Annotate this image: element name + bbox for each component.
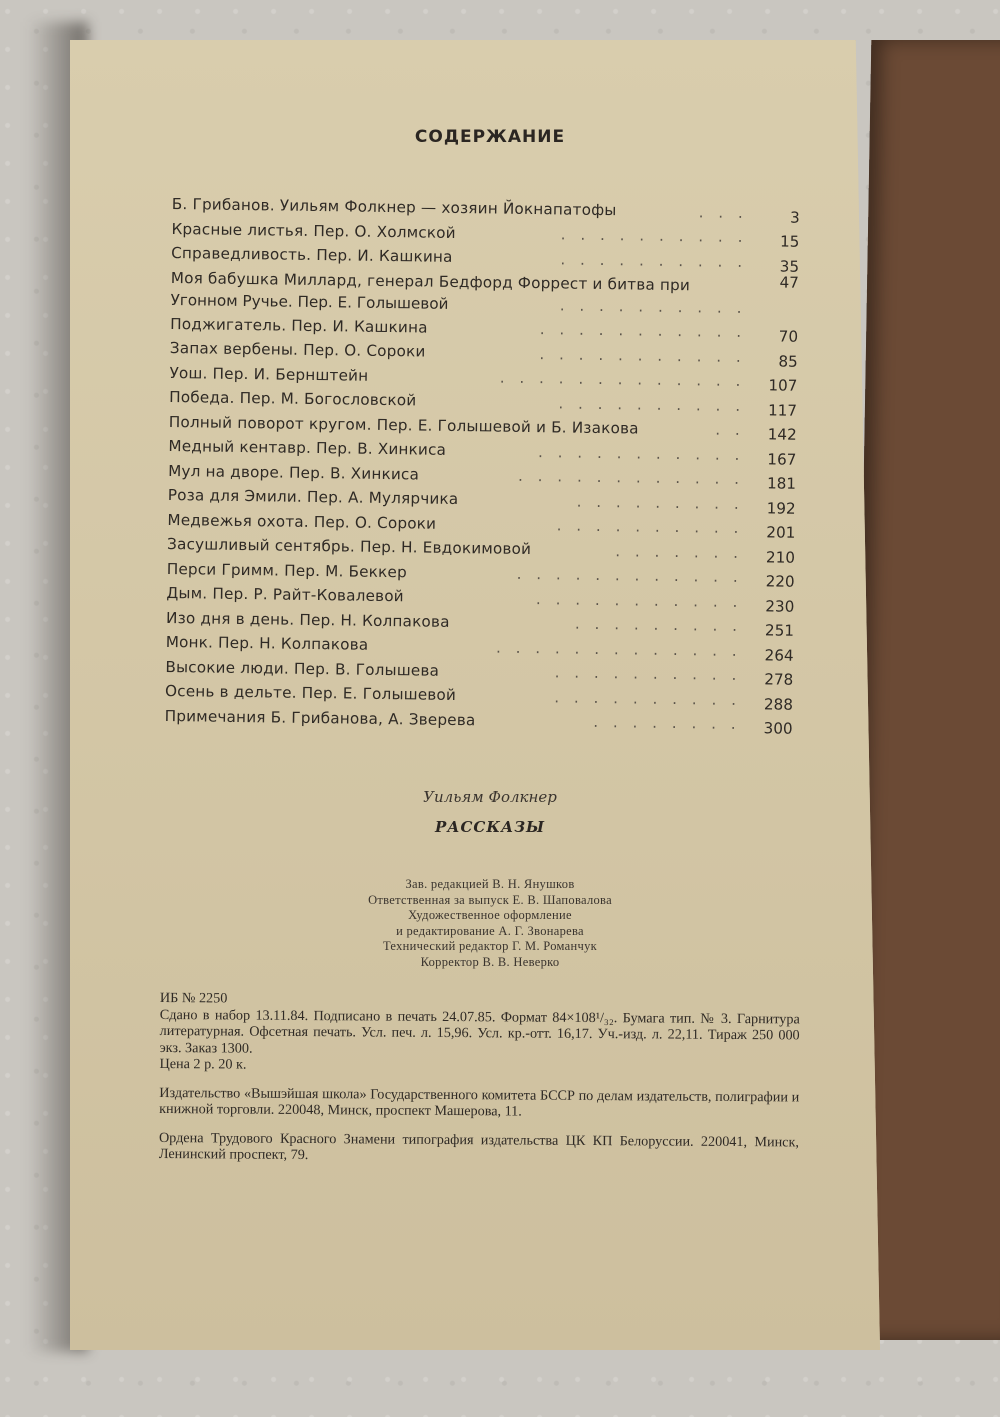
imprint-block — [159, 990, 800, 1179]
toc-entry-title-continued: Угонном Ручье. Пер. Е. Голышевой — [170, 290, 449, 313]
toc-entry-title: Изо дня в день. Пер. Н. Колпакова — [165, 608, 450, 631]
toc-leader-dots: . . . . . . . . . — [574, 614, 743, 636]
toc-entry-title: Справедливость. Пер. И. Кашкина — [171, 243, 453, 266]
toc-entry-title: Высокие люди. Пер. В. Голышева — [165, 657, 440, 680]
toc-leader-dots: . . . . . . . . . . . . . — [495, 638, 742, 660]
toc-entry-page: 288 — [763, 694, 794, 714]
toc-entry-title: Полный поворот кругом. Пер. Е. Голышевой и Б. Изакова — [168, 412, 639, 438]
imprint-publisher: Издательство «Вышэйшая школа» Государственного комитета БССР по делам издательств, полиграфии и книжной торговли. 220048, Минск, проспект Машерова, 11. — [159, 1084, 800, 1120]
toc-entry-title: Засушливый сентябрь. Пер. Н. Евдокимовой — [167, 534, 532, 559]
toc-entry-title: Монк. Пер. Н. Колпакова — [165, 632, 369, 654]
toc-leader-dots: . . . . . . . . . . — [560, 225, 748, 247]
toc-leader-dots: . . . . . . . . . . — [558, 393, 746, 415]
toc-entry-title: Красные листья. Пер. О. Холмской — [171, 219, 456, 242]
table-of-contents — [165, 195, 800, 740]
toc-leader-dots: . . — [715, 420, 745, 440]
toc-entry-title: Перси Гримм. Пер. М. Беккер — [166, 559, 407, 581]
toc-entry-title: Примечания Б. Грибанова, А. Зверева — [164, 706, 476, 729]
toc-leader-dots: . . . — [698, 202, 748, 222]
toc-entry-title: Уош. Пер. И. Бернштейн — [169, 363, 369, 385]
toc-entry-title: Победа. Пер. М. Богословской — [169, 387, 417, 410]
toc-entry-page: 192 — [766, 498, 796, 518]
toc-entry-page: 251 — [764, 621, 795, 640]
toc-entry-title: Б. Грибанов. Уильям Фолкнер — хозяин Йокнапатофы — [171, 195, 617, 220]
toc-entry-page: 264 — [764, 645, 794, 665]
toc-entry-title: Медный кентавр. Пер. В. Хинкиса — [168, 436, 447, 459]
toc-leader-dots: . . . . . . . . . . — [559, 295, 747, 317]
toc-leader-dots: . . . . . . . . . . — [560, 249, 748, 271]
toc-entry-title: Моя бабушка Миллард, генерал Бедфорд Форрест и битва при — [170, 268, 691, 294]
toc-entry-page: 70 — [778, 327, 799, 346]
credit-line: и редактирование А. Г. Звонарева — [396, 923, 584, 938]
toc-entry-title: Осень в дельте. Пер. Е. Голышевой — [164, 681, 457, 705]
toc-entry-page: 35 — [779, 256, 800, 276]
toc-entry-title: Медвежья охота. Пер. О. Сороки — [167, 510, 437, 533]
toc-entry-page: 167 — [767, 449, 797, 469]
toc-entry-page: 85 — [778, 351, 798, 371]
toc-leader-dots: . . . . . . . . . . . — [539, 344, 746, 366]
imprint-printer: Ордена Трудового Красного Знамени типография издательства ЦК КП Белоруссии. 220041, Минск, Ленинский проспект, 79. — [158, 1129, 800, 1164]
toc-leader-dots: . . . . . . . . . . . . . — [499, 368, 746, 391]
imprint-ib-number: ИБ № 2250 — [159, 990, 228, 1007]
toc-entry-page: 142 — [767, 425, 797, 444]
book-title: РАССКАЗЫ — [434, 818, 546, 836]
toc-entry-page: 278 — [764, 670, 794, 689]
toc-leader-dots: . . . . . . . . . . . . — [517, 466, 745, 489]
toc-entry-page: 107 — [768, 376, 798, 395]
toc-entry-title: Мул на дворе. Пер. В. Хинкиса — [168, 461, 420, 483]
toc-leader-dots: . . . . . . . . . . — [554, 663, 742, 684]
toc-entry-page: 300 — [763, 719, 793, 738]
toc-leader-dots: . . . . . . . . . — [576, 492, 744, 513]
credit-line: Зав. редакцией В. Н. Янушков — [405, 877, 575, 891]
toc-title: СОДЕРЖАНИЕ — [414, 127, 566, 147]
toc-leader-dots: . . . . . . . — [615, 541, 744, 562]
toc-leader-dots: . . . . . . . . . . — [554, 687, 742, 709]
editorial-credits — [0, 877, 980, 970]
toc-entry-page: 230 — [765, 596, 795, 616]
book-author: Уильям Фолкнер — [423, 788, 557, 806]
credit-line: Художественное оформление — [408, 908, 572, 922]
credit-line: Корректор В. В. Неверко — [420, 954, 560, 969]
toc-leader-dots: . . . . . . . . . . . — [537, 442, 745, 464]
toc-entry-title: Роза для Эмили. Пер. А. Мулярчика — [167, 485, 459, 509]
toc-entry-title: Дым. Пер. Р. Райт-Ковалевой — [166, 583, 404, 606]
toc-entry-page: 117 — [767, 400, 798, 420]
toc-leader-dots: . . . . . . . . . . . — [539, 320, 747, 342]
toc-entry-page: 201 — [766, 523, 796, 542]
toc-leader-dots: . . . . . . . . . . — [556, 516, 744, 538]
toc-entry-title: Запах вербены. Пер. О. Сороки — [169, 338, 426, 361]
toc-leader-dots: . . . . . . . . . . . — [535, 589, 743, 611]
imprint-details: Сдано в набор 13.11.84. Подписано в печать 24.07.85. Формат 84×108¹/₃₂. Бумага тип. № 3. Гарнитура литературная. Офсетная печать. Усл. печ. л. 15,96. Усл. кр.-отт. 16,17. Уч.-изд. л. 22,11. Тираж 250 000 экз. Заказ 1300. — [159, 1006, 800, 1057]
toc-entry-page: 15 — [779, 232, 800, 251]
toc-entry-title: Поджигатель. Пер. И. Кашкина — [170, 314, 428, 337]
toc-entry-page: 47 — [779, 272, 799, 292]
toc-leader-dots: . . . . . . . . . . . . — [516, 564, 743, 587]
credit-line: Технический редактор Г. М. Романчук — [382, 939, 598, 953]
imprint-price: Цена 2 р. 20 к. — [159, 1055, 247, 1073]
toc-leader-dots: . . . . . . . . — [593, 712, 741, 733]
toc-entry-page: 220 — [765, 572, 795, 591]
credit-line: Ответственная за выпуск Е. В. Шаповалова — [368, 892, 612, 907]
toc-entry-page: 210 — [765, 547, 796, 567]
toc-entry-page: 181 — [766, 474, 797, 493]
toc-entry-page: 3 — [789, 208, 800, 227]
